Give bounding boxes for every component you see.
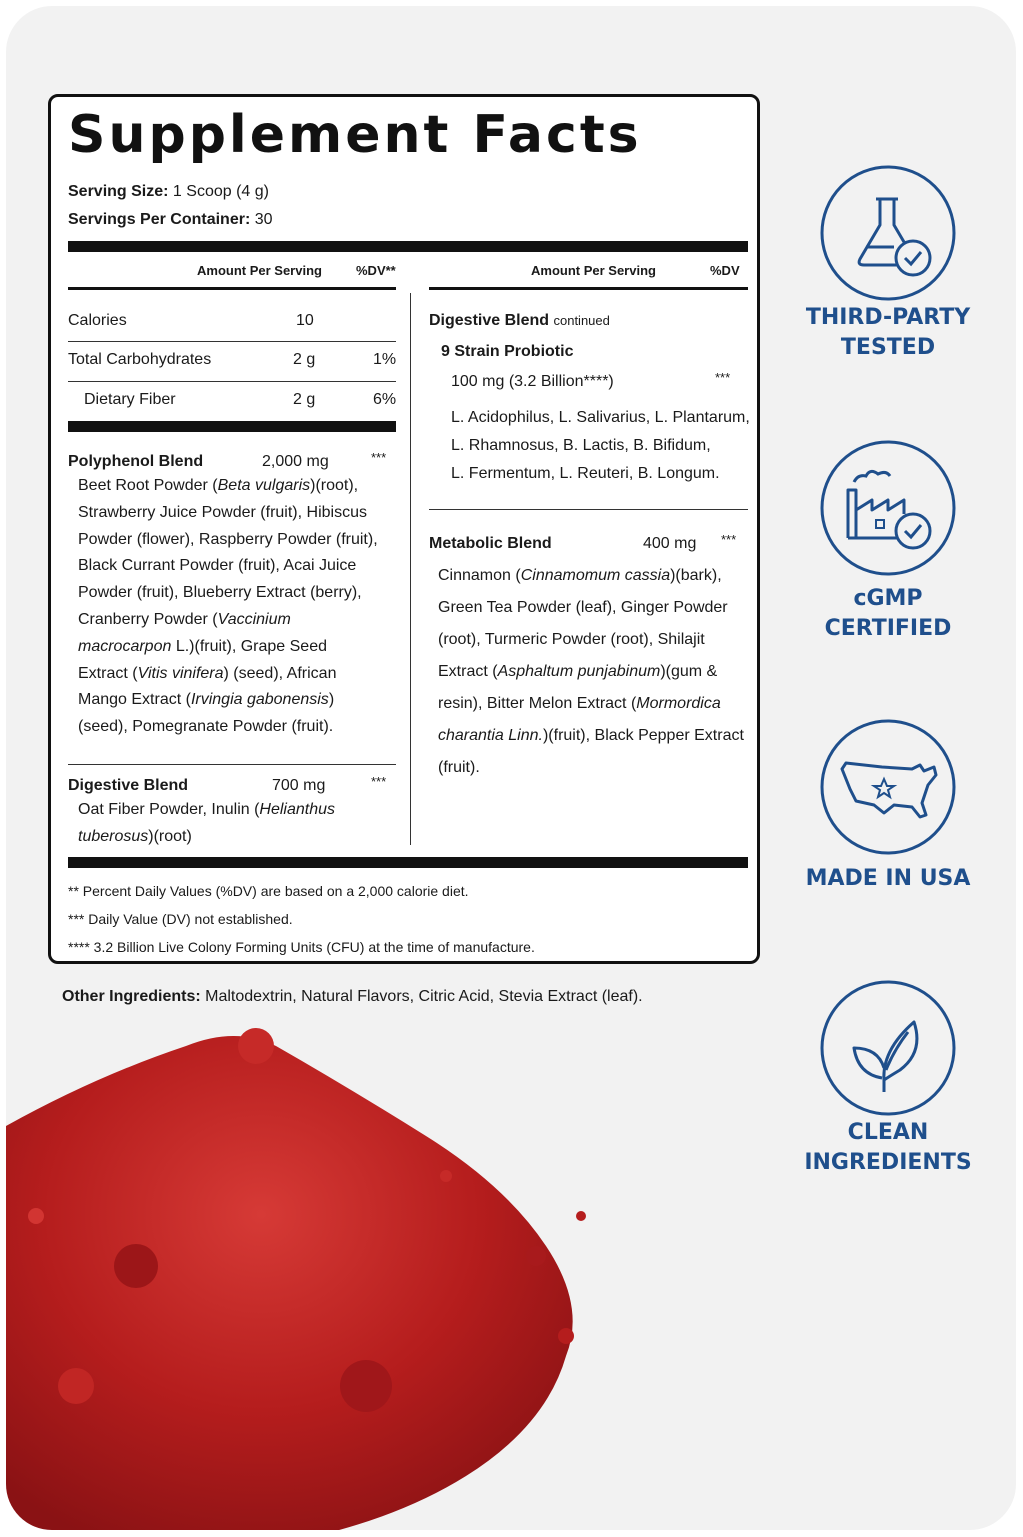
badge-label-cgmp: cGMP CERTIFIED (824, 586, 952, 641)
row-rule (68, 381, 396, 382)
strain-line: L. Fermentum, L. Reuteri, B. Longum. (451, 465, 720, 482)
right-header-rule (429, 287, 748, 290)
probiotic-dv: *** (715, 370, 731, 385)
top-divider (68, 241, 748, 252)
left-header-rule (68, 287, 396, 290)
row-rule (68, 341, 396, 342)
right-dv-header: %DV (710, 263, 740, 278)
usa-map-star-icon (818, 717, 958, 857)
leaf-icon (818, 978, 958, 1118)
badge-label-third-party: THIRD-PARTY TESTED (805, 305, 971, 360)
badge-label-clean: CLEAN INGREDIENTS (804, 1120, 972, 1175)
column-divider (410, 293, 411, 845)
metabolic-ingredients: Cinnamon (Cinnamomum cassia)(bark), Green Tea Powder (leaf), Ginger Powder (root), Turmeric Powder (root), Shilajit Extract (Asphaltum punjabinum)(gum & resin), Bitter Melon Extract (Mormordica charantia Linn.)(fruit), Black Pepper Extract (fruit). (438, 567, 744, 776)
footnote: ** Percent Daily Values (%DV) are based on a 2,000 calorie diet. (68, 883, 469, 899)
digestive-amount: 700 mg (272, 777, 326, 794)
digestive-dv: *** (371, 774, 387, 789)
product-info-card (6, 6, 1016, 1530)
nutrient-amount: 2 g (293, 351, 316, 368)
nutrient-name: Dietary Fiber (84, 391, 176, 408)
probiotic-name: 9 Strain Probiotic (441, 343, 574, 360)
bottom-divider (68, 857, 748, 868)
probiotic-amount: 100 mg (3.2 Billion****) (451, 373, 614, 390)
supplement-facts-panel (48, 94, 760, 964)
polyphenol-dv: *** (371, 450, 387, 465)
polyphenol-name: Polyphenol Blend (68, 453, 204, 470)
footnote: *** Daily Value (DV) not established. (68, 911, 293, 927)
polyphenol-amount: 2,000 mg (262, 453, 329, 470)
polyphenol-ingredients: Beet Root Powder (Beta vulgaris)(root), Strawberry Juice Powder (fruit), Hibiscus Powder (flower), Raspberry Powder (fruit), Black Currant Powder (fruit), Acai Juice Powder (fruit), Blueberry Extract (berry), Cranberry Powder (Vaccinium macrocarpon L.)(fruit), Grape Seed Extract (Vitis vinifera) (seed), African Mango Extract (Irvingia gabonensis)(seed), Pomegranate Powder (fruit). (78, 477, 378, 736)
nutrient-dv: 6% (373, 391, 397, 408)
badge-label-usa: MADE IN USA (805, 866, 971, 891)
digestive-ingredients: Oat Fiber Powder, Inulin (Helianthus tuberosus)(root) (78, 801, 336, 845)
nutrient-name: Calories (68, 312, 127, 329)
other-ingredients: Other Ingredients: Maltodextrin, Natural Flavors, Citric Acid, Stevia Extract (leaf). (62, 988, 643, 1005)
metabolic-dv: *** (721, 532, 737, 547)
strain-line: L. Acidophilus, L. Salivarius, L. Plantarum, (451, 409, 750, 426)
nutrient-name: Total Carbohydrates (68, 351, 212, 368)
nutrient-divider (68, 421, 396, 432)
metabolic-amount: 400 mg (643, 535, 697, 552)
nutrient-dv: 1% (373, 351, 397, 368)
digestive-name: Digestive Blend (68, 777, 189, 794)
footnote: **** 3.2 Billion Live Colony Forming Units (CFU) at the time of manufacture. (68, 939, 535, 955)
nutrient-amount: 10 (296, 312, 314, 329)
row-rule (68, 764, 396, 765)
right-amount-header: Amount Per Serving (531, 263, 656, 278)
row-rule (429, 509, 748, 510)
metabolic-name: Metabolic Blend (429, 535, 552, 552)
left-dv-header: %DV** (356, 263, 396, 278)
servings-per-container: Servings Per Container: 30 (68, 211, 273, 228)
flask-check-icon (818, 163, 958, 303)
red-powder-pile-image (6, 1006, 606, 1530)
facts-title: Supplement Facts (68, 105, 642, 165)
factory-check-icon (818, 438, 958, 578)
serving-size: Serving Size: 1 Scoop (4 g) (68, 183, 269, 200)
digestive-continued-name: Digestive Blend continued (429, 312, 610, 329)
nutrient-amount: 2 g (293, 391, 316, 408)
left-amount-header: Amount Per Serving (197, 263, 322, 278)
strain-line: L. Rhamnosus, B. Lactis, B. Bifidum, (451, 437, 711, 454)
